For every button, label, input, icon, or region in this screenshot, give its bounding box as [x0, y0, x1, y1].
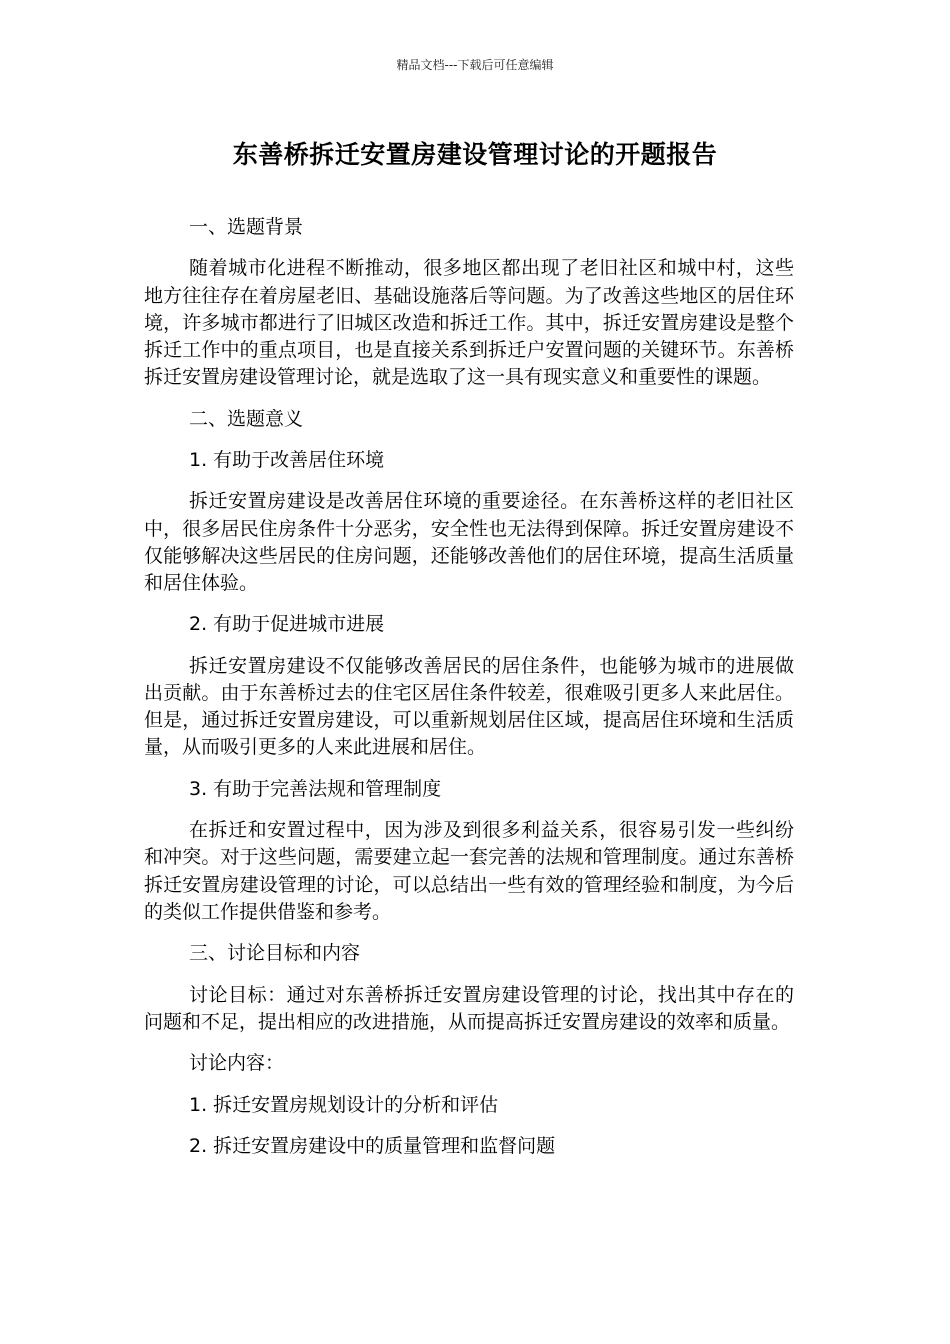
list-item-contents-2: 2. 拆迁安置房建设中的质量管理和监督问题: [189, 1134, 556, 1157]
section-heading-goals: 三、讨论目标和内容: [189, 942, 361, 965]
list-item-contents-1: 1. 拆迁安置房规划设计的分析和评估: [189, 1093, 499, 1116]
paragraph-regulations: 在拆迁和安置过程中，因为涉及到很多利益关系，很容易引发一些纠纷和冲突。对于这些问题，需要建立起一套完善的法规和管理制度。通过东善桥拆迁安置房建设管理的讨论，可以总结出一些有效的管理经验和制度，为今后的类似工作提供借鉴和参考。: [144, 819, 794, 923]
paragraph-living-environment: 拆迁安置房建设是改善居住环境的重要途径。在东善桥这样的老旧社区中，很多居民住房条件十分恶劣，安全性也无法得到保障。拆迁安置房建设不仅能够解决这些居民的住房问题，还能够改善他们的居住环境，提高生活质量和居住体验。: [144, 490, 794, 594]
document-title: 东善桥拆迁安置房建设管理讨论的开题报告: [232, 140, 718, 169]
paragraph-contents-label: 讨论内容：: [189, 1052, 285, 1075]
subheading-city-development: 2. 有助于促进城市进展: [189, 613, 385, 636]
header-note: 精品文档---下载后可任意编辑: [396, 58, 554, 72]
subheading-regulations: 3. 有助于完善法规和管理制度: [189, 777, 442, 800]
paragraph-city-development: 拆迁安置房建设不仅能够改善居民的居住条件，也能够为城市的进展做出贡献。由于东善桥过去的住宅区居住条件较差，很难吸引更多人来此居住。但是，通过拆迁安置房建设，可以重新规划居住区域，提高居住环境和生活质量，从而吸引更多的人来此进展和居住。: [144, 654, 794, 759]
document-body: [144, 214, 794, 1174]
paragraph-goals: 讨论目标：通过对东善桥拆迁安置房建设管理的讨论，找出其中存在的问题和不足，提出相应的改进措施，从而提高拆迁安置房建设的效率和质量。: [144, 983, 794, 1033]
paragraph-background: 随着城市化进程不断推动，很多地区都出现了老旧社区和城中村，这些地方往往存在着房屋老旧、基础设施落后等问题。为了改善这些地区的居住环境，许多城市都进行了旧城区改造和拆迁工作。其中，拆迁安置房建设是整个拆迁工作中的重点项目，也是直接关系到拆迁户安置问题的关键环节。东善桥拆迁安置房建设管理讨论，就是选取了这一具有现实意义和重要性的课题。: [144, 257, 794, 389]
section-heading-background: 一、选题背景: [189, 216, 304, 238]
subheading-living-environment: 1. 有助于改善居住环境: [189, 448, 385, 471]
section-heading-significance: 二、选题意义: [189, 407, 304, 430]
